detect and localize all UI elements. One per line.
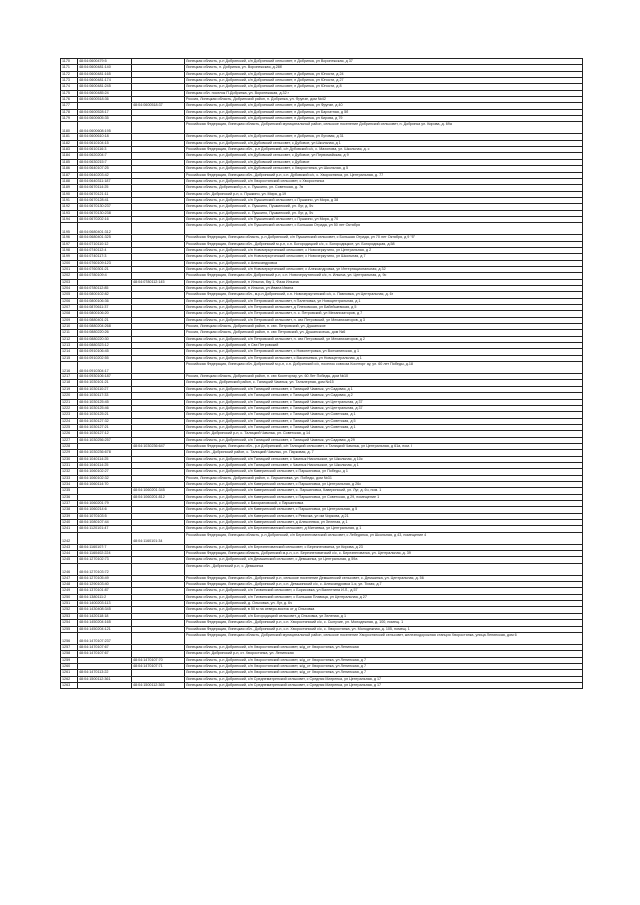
address: Липецкая область, р-н Добринский, с/п Пушкинский сельсовет, с Пушкино, ул Мира, д 38: [185, 197, 583, 203]
address: Липецкая область, р-н Добринский, с/п Среднематренский сельсовет, с Средняя Матренка, ул Центральная, д 17: [185, 682, 583, 688]
cadastral-number: 48:04:0600479:5: [78, 59, 132, 65]
cadastral-number: 48:04:0610116:3: [78, 147, 132, 153]
address: Липецкая область, р-н Добринский, с/п Талицкий сельсовет, с Талицкий Чамлык, ул Садовая, д 2: [185, 393, 583, 399]
address: Липецкая область, р-н Добринский, с/п Добринский сельсовет, п Добринка, ул Бархатная, д 5б: [185, 109, 583, 115]
cadastral-number: 48:04:1430408:345: [78, 607, 132, 613]
row-number: 1208: [61, 311, 78, 317]
address: Липецкая область, р-н Добринский, с/п Каверинский сельсовет, с Паршиновка, ул Центральная, д 26с: [185, 481, 583, 487]
cadastral-number-premises: [132, 362, 185, 374]
address: Липецкая область, р-н Добринский, с/п Талицкий сельсовет, с Чамлык Никольское, ул Школьная, д 10с: [185, 456, 583, 462]
table-row: [61, 563, 583, 575]
row-number: 1228: [61, 443, 78, 449]
cadastral-number: 48:04:0630215:7: [78, 159, 132, 165]
address: Липецкая область, р-н Добринский, с/п Каверинский сельсовет, д Алексеевка, ул Зеленая, д 1: [185, 520, 583, 526]
cadastral-number: 48:04:1060214:6: [78, 507, 132, 513]
address: Липецкая область, р-н Добринский, с/п Каверинский сельсовет, с. Паршиновка, Каверинский, ул. Луг, д. 6ч, пом. 1: [185, 488, 583, 494]
cadastral-number: 48:04:1270103:72: [78, 563, 132, 575]
address: Липецкая область, р-н Добринский, с/п Березнеговатский сельсовет, с Березнеговатка, ул Кирова, д 23: [185, 544, 583, 550]
address: Российская Федерация, Липецкая область, р-н Добринский, с/п Березнеговатский сельсовет, с Лебедянка, ул Школьная, д 43, помещение 4: [185, 532, 583, 544]
cadastral-number: 48:04:0760301:21: [78, 266, 132, 272]
address: Липецкая область, р-н Добринский, п Ильича, ул Ивана Ивана: [185, 286, 583, 292]
register-sheet: [60, 58, 582, 689]
address: Липецкая область, р-н Добринский, с/п Петровский сельсовет, п. свх Петровский, ул Механизаторов, д 3: [185, 317, 583, 323]
address: Липецкая область, р-н Добринский, с/п Петровский сельсовет, с Новопетровка, ул Волчанинская, д 1: [185, 349, 583, 355]
row-number: 1225: [61, 424, 78, 430]
address: Липецкая область, р-н Добринский, с/п Петровский сельсовет, с Васильевка, ул Новоцентральная, д 1: [185, 355, 583, 361]
cadastral-number: 48:04:1120101:47: [78, 526, 132, 532]
table-row: [61, 532, 583, 544]
cadastral-number: 48:04:1370101:87: [78, 588, 132, 594]
row-number: 1203: [61, 279, 78, 285]
cadastral-number: 48:04:1270105:49: [78, 575, 132, 581]
cadastral-number: 48:04:1030125:21: [78, 412, 132, 418]
row-number: 1175: [61, 90, 78, 96]
row-number: 1246: [61, 563, 78, 575]
cadastral-number: 48:04:0600608:195: [78, 122, 132, 134]
address: Липецкая область, р-н Добринский, с/п Каверинский сельсовет, с Паршиновка, ул Центральная, д 5: [185, 507, 583, 513]
property-register-table: [60, 58, 583, 689]
cadastral-number-premises: 48:04:0600518:37: [132, 103, 185, 109]
cadastral-number: 48:04:0600518:36: [78, 97, 132, 103]
row-number: 1223: [61, 412, 78, 418]
cadastral-number: 48:04:1030256:257: [78, 437, 132, 443]
row-number: 1193: [61, 210, 78, 216]
address: Липецкая область, р-н Добринский, с. Пушкино, Пушкинский, ул. Луг, д. 5ч: [185, 210, 583, 216]
row-number: 1240: [61, 520, 78, 526]
cadastral-number: 48:04:1470107:237: [78, 632, 132, 644]
row-number: 1177: [61, 103, 78, 109]
row-number: 1176: [61, 97, 78, 103]
address: Липецкая обл. Добринский р-н, с. Талицкий Чамлык, ул. Советская, д 14: [185, 431, 583, 437]
row-number: 1174: [61, 84, 78, 90]
row-number: 1201: [61, 266, 78, 272]
cadastral-number: 48:04:1030110:27: [78, 386, 132, 392]
cadastral-number: 48:04:0910202:55: [78, 355, 132, 361]
address: Липецкая область, р-н Добринский, с/п Пушкинский сельсовет, с Пушкино, ул Мира, д 70: [185, 216, 583, 222]
row-number: 1237: [61, 501, 78, 507]
cadastral-number: 48:04:1470107:67: [78, 651, 132, 657]
address: Липецкая область, р-н Добринский, с/п Добринский сельсовет, п Добринка, ул Луговая, д 31: [185, 134, 583, 140]
row-number: 1202: [61, 273, 78, 279]
address: Липецкая область, р-н Добринский, с/п Дубовский сельсовет, с Дубовое, ул Первомайская, д 9: [185, 153, 583, 159]
address: Российская Федерация, Липецкая обл., м.р-н Добринский, с.п. Новочеркутинский с/с, с. Павловка, ул Центральная, д. 6г: [185, 292, 583, 298]
cadastral-number: 48:04:1030125:45: [78, 399, 132, 405]
cadastral-number: 48:04:0670128:41: [78, 197, 132, 203]
row-number: 1188: [61, 178, 78, 184]
row-number: 1195: [61, 223, 78, 235]
address: Липецкая область, р-н Добринский, с/п Каверинский сельсовет, с Паршиновка, ул Советская, д 29, помещение 1: [185, 494, 583, 500]
row-number: 1244: [61, 551, 78, 557]
cadastral-number: 48:04:0760109:123: [78, 260, 132, 266]
row-number: 1247: [61, 575, 78, 581]
row-number: 1238: [61, 507, 78, 513]
row-number: 1221: [61, 399, 78, 405]
cadastral-number: 48:04:0640203:42: [78, 172, 132, 178]
address: Липецкая область, п. Добринка, ул. Воронежская, д.28б: [185, 65, 583, 71]
row-number: 1172: [61, 71, 78, 77]
address: Российская Федерация, Липецкая обл., Добринский р-н, с.п. Демшинский с/с, с. Александровка 1-я, ул. Тихая, д.7: [185, 582, 583, 588]
address: Липецкая область, р-н Добринский, с/п Пушкинский сельсовет, с Большая Отрада, ул 50 лет Октября: [185, 223, 583, 235]
cadastral-number: 48:04:0600528:17: [78, 109, 132, 115]
row-number: 1179: [61, 116, 78, 122]
cadastral-number: 48:04:0640107:25: [78, 166, 132, 172]
row-number: 1220: [61, 393, 78, 399]
cadastral-number-premises: 48:04:1030236:647: [132, 443, 185, 449]
cadastral-number: 48:04:1400203:113: [78, 601, 132, 607]
address: Липецкая область, р-н Добринский, с/п Демшинский сельсовет, с Демшинка, ул Центральная, д 59а: [185, 557, 583, 563]
row-number: 1213: [61, 343, 78, 349]
cadastral-number: 48:04:0600605:35: [78, 116, 132, 122]
cadastral-number: 48:04:1070103:5: [78, 513, 132, 519]
address: Липецкая область, р-н Добринский, с/п Богородицкий сельсовет, д Ольховка, ул Зеленая, д 1: [185, 613, 583, 619]
cadastral-number: 48:04:0670202:16: [78, 216, 132, 222]
cadastral-number: 48:04:1030127:12: [78, 431, 132, 437]
cadastral-number: 48:04:1040114:25: [78, 462, 132, 468]
cadastral-number: 48:04:1060114:70: [78, 481, 132, 487]
address: Липецкая область, р-н Добринский, с Бахорановский, с Паршиновка: [185, 501, 583, 507]
cadastral-number-premises: 48:04:0780112:145: [132, 279, 185, 285]
address: Липецкая область, р-н Добринский, с/п Добринский сельсовет, п Добринка, ул Юности, д 24: [185, 71, 583, 77]
cadastral-number: 48:04:0740117:3: [78, 254, 132, 260]
address: Российская Федерация, Липецкая обл. Добринский м.р-н, с.п. Добринский с/с, поселок совхоза Коопторг ау, ул. 60 лет Победы, д.18: [185, 362, 583, 374]
address: Липецкая область, р-н Добринский, с/п Тихвинский сельсовет, с Борисовка, ул Валентина И.Л., д.57: [185, 588, 583, 594]
address: Липецкая область, р-н Добринский, с/п Талицкий сельсовет, с Талицкий Чамлык, ул Центральная, д 37: [185, 399, 583, 405]
address: Липецкая область, Добринский р-н, с. Пушкино, ул. Советская, д. 7в: [185, 185, 583, 191]
address: Липецкая область, р-н Добринский, с/п Петровский сельсовет, д Плеховская, ул Бабейшевская, д 5: [185, 305, 583, 311]
address: Россия, Липецкая область, Добринский район, п. свх. Петровский, ул. Душанское: [185, 324, 583, 330]
address: Российская Федерация, Липецкая область, р-н Добринский, с/п Пушкинский сельсовет, с Большая Отрада, ул 70 лет Октября, д 9 "б": [185, 235, 583, 241]
row-number: 1256: [61, 632, 78, 644]
row-number: 1215: [61, 355, 78, 361]
cadastral-number: 48:04:0870611:37: [78, 305, 132, 311]
cadastral-number: 48:04:1470113:22: [78, 670, 132, 676]
cadastral-number: 48:04:0670121:11: [78, 191, 132, 197]
cadastral-number: 48:04:0620204:7: [78, 153, 132, 159]
row-number: 1190: [61, 191, 78, 197]
cadastral-number: 48:04:0880401:21: [78, 317, 132, 323]
table-row: [61, 362, 583, 374]
row-number: 1170: [61, 59, 78, 65]
row-number: 1235: [61, 488, 78, 494]
address: Липецкая область, р-н Добринский, с/п Хворостянский сельсовет, ж/д_ст Хворостянка, ул Ленинская, д 7: [185, 657, 583, 663]
row-number: 1198: [61, 247, 78, 253]
row-number: 1231: [61, 462, 78, 468]
address: Липецкая область, р-н Добринский, с/п Новочеркутинский сельсовет, с Александровка, ул Интернациональная, д 32: [185, 266, 583, 272]
cadastral-number-premises: 48:04:1060201:812: [132, 494, 185, 500]
row-number: 1191: [61, 197, 78, 203]
row-number: 1249: [61, 588, 78, 594]
cadastral-number-premises: [132, 122, 185, 134]
address: Липецкая область, р-н Добринский, с/п Тихвинский сельсовет, с Большая Плавица, ул Центральная, д 27: [185, 594, 583, 600]
cadastral-number: 48:04:0640311:187: [78, 178, 132, 184]
cadastral-number: 48:04:0670114:25: [78, 185, 132, 191]
table-body: [61, 59, 583, 689]
address: Липецкая область, р-н Добринский, с/п Хворостянский сельсовет, ж/д_ст Хворостянка, ул Ленинская: [185, 644, 583, 650]
cadastral-number: 48:04:0880220:30: [78, 336, 132, 342]
cadastral-number: 48:04:0910106:45: [78, 349, 132, 355]
row-number: 1232: [61, 469, 78, 475]
address: Российская Федерация, Липецкая область, Добринский муниципальный район, сельское поселение Хворостянский сельсовет, железнодорожная станция Хворостянка, улица Ленинская, дом 6: [185, 632, 583, 644]
cadastral-number: 48:04:1450204:165: [78, 620, 132, 626]
row-number: 1182: [61, 140, 78, 146]
cadastral-number-premises: [132, 563, 185, 575]
cadastral-number: 48:04:0680401:312: [78, 223, 132, 235]
row-number: 1180: [61, 122, 78, 134]
row-number: 1236: [61, 494, 78, 500]
address: Российская Федерация, Липецкая область, Добринский муниципальный район, сельское поселение Добринский сельсовет, п. Добринка ул. Кирова, д. 69а: [185, 122, 583, 134]
row-number: 1250: [61, 594, 78, 600]
address: Липецкая область, р-н Добринский, с/п Среднематренский сельсовет, с Средняя Матренка, ул Центральная, д 17: [185, 676, 583, 682]
cadastral-number: 48:04:1030236:678: [78, 450, 132, 456]
address: Липецкая область, р-н Добринский, в 50 м на северо-восток от д Ольховка: [185, 607, 583, 613]
address: Липецкая область, р-н Добринский, с/п Петровский сельсовет, п. свх Петровский, ул Механизаторов, д 2: [185, 336, 583, 342]
table-row: [61, 682, 583, 688]
table-row: [61, 632, 583, 644]
cadastral-number: 48:04:0800106:20: [78, 311, 132, 317]
address: Россия, Липецкая область, Добринский район, п. Добринка, ул. Фрунзе, дом №42: [185, 97, 583, 103]
row-number: 1207: [61, 305, 78, 311]
row-number: 1212: [61, 336, 78, 342]
row-number: 1184: [61, 153, 78, 159]
cadastral-number-premises: 48:04:1060201:345: [132, 488, 185, 494]
cadastral-number: 48:04:1060102:32: [78, 475, 132, 481]
address: Липецкая область, Добринский район, с. Талицкий Чамлык, ул. Тальнерная, дом №15: [185, 380, 583, 386]
address: Липецкая область, р-н Добринский, с/п Каверинский сельсовет, с Паршиновка, ул Победы, д 1: [185, 469, 583, 475]
cadastral-number: 48:04:0880220:26: [78, 330, 132, 336]
cadastral-number: 48:04:1060201:79: [78, 501, 132, 507]
cadastral-number: 48:04:0600481:174: [78, 78, 132, 84]
address: Липецкая обл. поселок П.Добринка, ул. Воронежская, д.32 г: [185, 90, 583, 96]
row-number: 1229: [61, 450, 78, 456]
row-number: 1258: [61, 651, 78, 657]
cadastral-number-premises: [132, 223, 185, 235]
cadastral-number: 48:04:0880204:268: [78, 324, 132, 330]
cadastral-number-premises: 48:04:1500112:365: [132, 682, 185, 688]
address: Российская Федерация, Липецкая обл., Добринский р-н, с.п. Хворостянский с/с, с. Сыпучие, ул. Молодежная, д. 100, помещ. 1: [185, 620, 583, 626]
address: Липецкая обл. Добринский р-н, с. Пушкино, ул. Мира, д.19: [185, 191, 583, 197]
address: Липецкая область, р-н Добринский, с/п Талицкий сельсовет, с Талицкий Чамлык, ул Советская, д 1: [185, 424, 583, 430]
cadastral-number: 48:04:1030127:21: [78, 424, 132, 430]
cadastral-number: [78, 532, 132, 544]
row-number: 1183: [61, 147, 78, 153]
cadastral-number: 48:04:1030125:46: [78, 405, 132, 411]
row-number: 1217: [61, 374, 78, 380]
address: Липецкая область, р-н Добринский, п Свх Петровский: [185, 343, 583, 349]
row-number: 1186: [61, 166, 78, 172]
cadastral-number: 48:04:1470107:67: [78, 644, 132, 650]
row-number: 1185: [61, 159, 78, 165]
row-number: 1262: [61, 676, 78, 682]
cadastral-number: 48:04:0600485:24: [78, 90, 132, 96]
row-number: 1253: [61, 613, 78, 619]
row-number: 1200: [61, 260, 78, 266]
row-number: 1209: [61, 317, 78, 323]
row-number: 1192: [61, 204, 78, 210]
address: Российская Федерация, Липецкая обл., Добринский р-н, с.п. Дубовский с/с, с. Хворостянка, ул. Центральная, д. 77: [185, 172, 583, 178]
cadastral-number: 48:04:0600481:245: [78, 84, 132, 90]
cadastral-number: 48:04:0780112:85: [78, 286, 132, 292]
address: Липецкая область, р-н Добринский, с/п Талицкий сельсовет, с Талицкий Чамлык, ул Садовая, д 29: [185, 437, 583, 443]
address: Российская Федерация, Липецкая обл., Добринский р-н, сельское поселение Демшинский сельсовет, с. Демшинка, ул. Центральная, д. 56: [185, 575, 583, 581]
row-number: 1210: [61, 324, 78, 330]
address: Липецкая область, р-н Добринский, с/п Талицкий сельсовет, с Талицкий Чамлык, ул Советская, д 1: [185, 412, 583, 418]
row-number: 1234: [61, 481, 78, 487]
address: Российская Федерация, Липецкая обл., р-н Добринский, с/п Дубовский с/с, с. Махонова, ул. Школьная, д. с: [185, 147, 583, 153]
row-number: 1254: [61, 620, 78, 626]
address: Липецкая область, р-н Добринский, с/п Хворостянский сельсовет, с Хворостянка: [185, 178, 583, 184]
row-number: 1252: [61, 607, 78, 613]
row-number: 1222: [61, 405, 78, 411]
cadastral-number: 48:04:0610104:15: [78, 140, 132, 146]
row-number: 1206: [61, 298, 78, 304]
address: Липецкая область, р-н Добринский, с/п Талицкий сельсовет, с Талицкий Чамлык, ул Центральная, д 37: [185, 405, 583, 411]
address: Липецкая обл., Добринский район, с. Талицкий Чамлык, ул. Парковая, д. 7: [185, 450, 583, 456]
row-number: 1241: [61, 526, 78, 532]
address: Липецкая обл., Добринский р-н, с. Демшинка: [185, 563, 583, 575]
cadastral-number: 48:04:0710110:12: [78, 241, 132, 247]
address: Липецкая область, р-н Добринский, с/п Дубовский сельсовет, с Дубовое, ул Школьная, д 1: [185, 140, 583, 146]
address: Липецкая область, р-н Добринский, с/п Добринский сельсовет, п Добринка, ул Юности, д 27: [185, 78, 583, 84]
cadastral-number: 48:04:1040114:25: [78, 456, 132, 462]
row-number: 1199: [61, 254, 78, 260]
row-number: 1230: [61, 456, 78, 462]
address: Липецкая область, р-н Добринский, с/п Дубовский сельсовет, с Дубовое: [185, 159, 583, 165]
address: Липецкая обл. Добринский р-н, ст. Хворостянка, ул. Ленинская: [185, 651, 583, 657]
address: Российская Федерация, Липецкая обл. Добринский р-н, с.п. Новочеркутинский с/с, п. Ильича, ул. Центральная, д. 9с: [185, 273, 583, 279]
table-row: [61, 122, 583, 134]
row-number: 1219: [61, 386, 78, 392]
cadastral-number-premises: [132, 632, 185, 644]
row-number: 1233: [61, 475, 78, 481]
cadastral-number: 48:04:0780109:4: [78, 273, 132, 279]
cadastral-number: 48:04:1060102:27: [78, 469, 132, 475]
address: Липецкая область, р-н Добринский, с/п Новочеркутинский сельсовет, с Новочеркутино, ул Школьная, д 7: [185, 254, 583, 260]
cadastral-number: 48:04:0670130:238: [78, 210, 132, 216]
row-number: 1259: [61, 657, 78, 663]
address: Россия, Липецкая область, Добринский район, с. Паршиновка, ул. Победы, дом №31: [185, 475, 583, 481]
cadastral-number: 48:04:0740112:4: [78, 247, 132, 253]
address: Липецкая область, р-н Добринский, с/п Каверинский сельсовет, с Ревочка, ул им Чиркова, д 21: [185, 513, 583, 519]
address: Липецкая область, р-н Добринский, с/п Добринский сельсовет, п Добринка, ул Кирова, д 79: [185, 116, 583, 122]
address: Российская Федерация, Липецкая область, Добринский м.р-н, с.п. Березнеговатский с/с, с. Березнеговатка, ул. Центральная, д. 39: [185, 551, 583, 557]
row-number: 1257: [61, 644, 78, 650]
row-number: 1216: [61, 362, 78, 374]
address: Липецкая область, р-н Добринский, с/п Новочеркутинский сельсовет, с Новочеркутино, ул Центральная, д 2: [185, 247, 583, 253]
address: Российская Федерация, Липецкая обл., Добринский м.р-н, с.п. Богородицкий с/с, с. Богородицкое, ул. Богородицкая, д.58: [185, 241, 583, 247]
row-number: 1255: [61, 626, 78, 632]
cadastral-number: 48:04:1420118:18: [78, 613, 132, 619]
address: Россия, Липецкая область, Добринский район, п. свх Петровский, ул. Душанскоешь, дом №6: [185, 330, 583, 336]
row-number: 1204: [61, 286, 78, 292]
row-number: 1261: [61, 670, 78, 676]
row-number: 1243: [61, 544, 78, 550]
address: Липецкая область, р-н Добринский, с Александровка: [185, 260, 583, 266]
cadastral-number: 48:04:0600481:140: [78, 65, 132, 71]
cadastral-number: 48:04:0600481:165: [78, 71, 132, 77]
cadastral-number: 48:04:1160107:7: [78, 544, 132, 550]
cadastral-number: 48:04:1030101:21: [78, 380, 132, 386]
address: Липецкая область, р-н Добринский, д. Ольховка, ул. Луг, д. 6ч: [185, 601, 583, 607]
row-number: 1218: [61, 380, 78, 386]
address: Липецкая область, р-н Добринский, с/п Петровский сельсовет, п. с. Петровский, ул Механизаторов, д 7: [185, 311, 583, 317]
row-number: 1187: [61, 172, 78, 178]
address: Липецкая область, р-н Добринский, с/п Талицкий сельсовет, с Талицкий Чамлык, ул Садовая, д 1: [185, 386, 583, 392]
address: Россия, Липецкая область, Добринский район, п. свх Коопторгау, ул. 60 Лет Победы, дом №10: [185, 374, 583, 380]
row-number: 1224: [61, 418, 78, 424]
row-number: 1227: [61, 437, 78, 443]
row-number: 1211: [61, 330, 78, 336]
row-number: 1181: [61, 134, 78, 140]
cadastral-number: 48:04:1500112:361: [78, 676, 132, 682]
row-number: 1205: [61, 292, 78, 298]
row-number: 1197: [61, 241, 78, 247]
cadastral-number: 48:04:0910304:17: [78, 362, 132, 374]
address: Липецкая область, р-н Добринский, с/п Хворостянский сельсовет, ж/д_ст Хворостянка, ул Ленинская, д 7: [185, 663, 583, 669]
cadastral-number: 48:04:0880323:12: [78, 343, 132, 349]
cadastral-number: 48:04:1290103:40: [78, 582, 132, 588]
address: Липецкая область, р-н Добринский, с/п Березнеговатский сельсовет, д Митяевка, ул Центральная, д 1: [185, 526, 583, 532]
row-number: 1245: [61, 557, 78, 563]
row-number: 1260: [61, 663, 78, 669]
cadastral-number: 48:04:1030127:32: [78, 418, 132, 424]
cadastral-number: 48:04:0800102:82: [78, 292, 132, 298]
cadastral-number: 48:04:1030117:33: [78, 393, 132, 399]
cadastral-number: [78, 682, 132, 688]
cadastral-number: 48:04:0600610:18: [78, 134, 132, 140]
cadastral-number: 48:04:0680401:325: [78, 235, 132, 241]
address: Липецкая область, р-н Добринский, с/п Добринский сельсовет, п Добринка, ул Воронежская, д 37: [185, 59, 583, 65]
row-number: 1173: [61, 78, 78, 84]
row-number: 1242: [61, 532, 78, 544]
cadastral-number: 48:04:1380111:2: [78, 594, 132, 600]
row-number: 1194: [61, 216, 78, 222]
row-number: 1178: [61, 109, 78, 115]
row-number: 1248: [61, 582, 78, 588]
row-number: 1226: [61, 431, 78, 437]
row-number: 1196: [61, 235, 78, 241]
address: Липецкая область, р-н Добринский, с/п Талицкий сельсовет, с Чамлык Никольское, ул Школьная, д 1: [185, 462, 583, 468]
address: Липецкая область, р-н Добринский, с/п Талицкий сельсовет, с Талицкий Чамлык, ул Советская, д 5: [185, 418, 583, 424]
row-number: 1239: [61, 513, 78, 519]
cadastral-number: 48:04:1080107:44: [78, 520, 132, 526]
address: Российская Федерация, Липецкая обл., р-н Добринский, с/п Талицкий сельсовет, с Талицкий Чамлык, ул Центральная, д 61а, пом. I: [185, 443, 583, 449]
address: Липецкая область, р-н Добринский, с/п Хворостянский сельсовет, ж/д_ст Хворостянка, ул Ленинская, д 7: [185, 670, 583, 676]
cadastral-number-premises: 48:04:1470107:70: [132, 657, 185, 663]
cadastral-number: 48:04:1450204:121: [78, 626, 132, 632]
cadastral-number: 48:04:0800106:36: [78, 298, 132, 304]
cadastral-number: 48:04:0670130:237: [78, 204, 132, 210]
address: Липецкая область, р-н Добринский, с. Пушкино, Пушкинский, ул. Луг, д. 5ч: [185, 204, 583, 210]
address: Липецкая область, р-н Добринский, с/п Дубовский сельсовет, с Хворостянка, ул Школьная, д 5: [185, 166, 583, 172]
address: Липецкая область, р-н Добринский, с/п Добринский сельсовет, п Добринка, ул Юности, д 8: [185, 84, 583, 90]
row-number: 1263: [61, 682, 78, 688]
cadastral-number: 48:04:0930106:187: [78, 374, 132, 380]
address: Российская Федерация, Липецкая обл., Добринский р-н, с.п. Хворостянский с/с, с. Хворостянка, ул. Молодежная, д. 105, помещ. 1: [185, 626, 583, 632]
cadastral-number-premises: 48:04:1160101:34: [132, 532, 185, 544]
address: Липецкая область, р-н Добринский, с/п Добринский сельсовет, п Добринка, ул Фрунзе, д 40: [185, 103, 583, 109]
row-number: 1171: [61, 65, 78, 71]
row-number: 1251: [61, 601, 78, 607]
address: Липецкая область, р-н Добринский, п Ильича, бзу 1, Фаза Ильича: [185, 279, 583, 285]
cadastral-number-premises: 48:04:1470107:71: [132, 663, 185, 669]
table-row: [61, 223, 583, 235]
row-number: 1214: [61, 349, 78, 355]
cadastral-number: 48:04:1160402:224: [78, 551, 132, 557]
cadastral-number: 48:04:1270102:73: [78, 557, 132, 563]
address: Липецкая область, р-н Добринский, с/п Петровский сельсовет, п Паленовка, ул Новоцентральная, д 1: [185, 298, 583, 304]
row-number: 1189: [61, 185, 78, 191]
